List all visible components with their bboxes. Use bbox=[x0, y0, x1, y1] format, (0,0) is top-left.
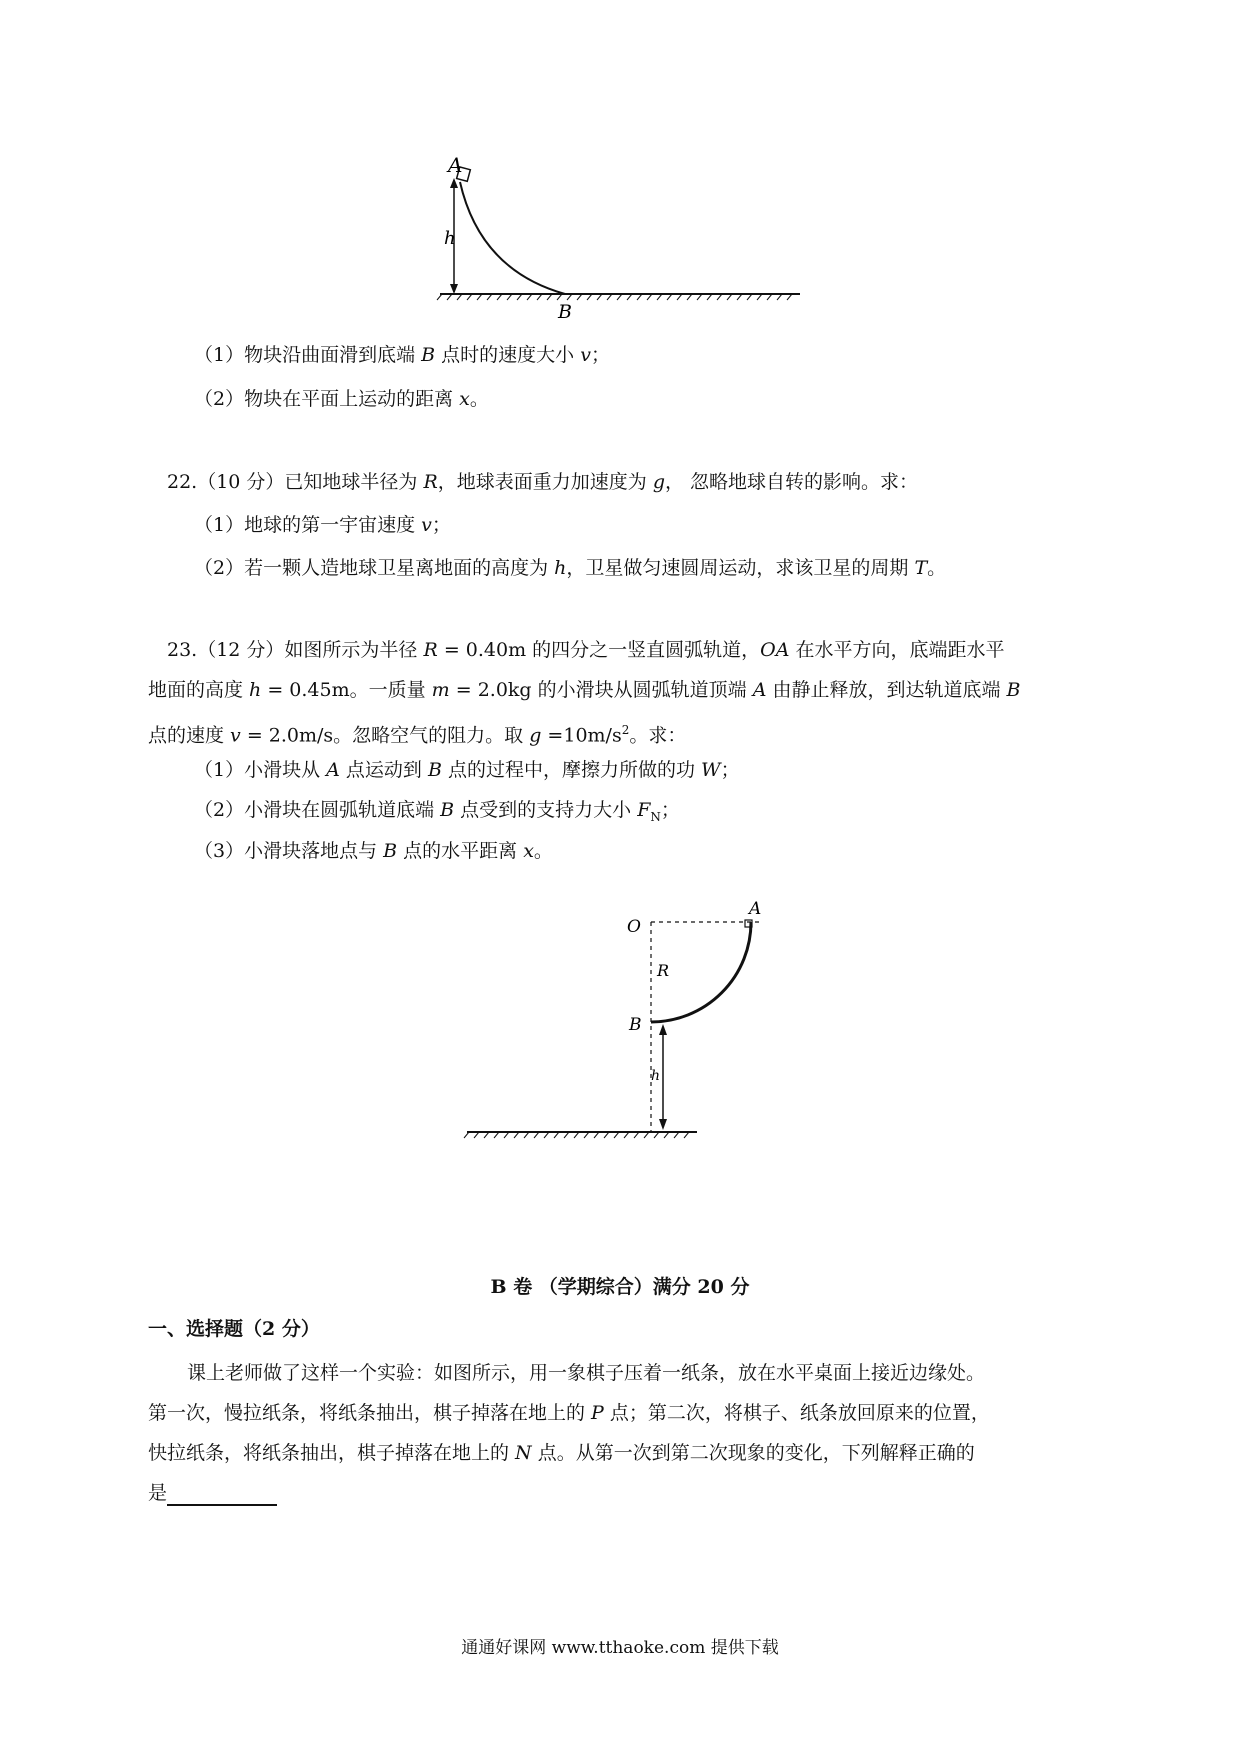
label-h: h bbox=[444, 228, 456, 249]
q22-stem: 22.（10 分）已知地球半径为 R，地球表面重力加速度为 g， 忽略地球自转的影响。求： bbox=[167, 471, 919, 493]
q23-part2: （2）小滑块在圆弧轨道底端 B 点受到的支持力大小 $F_N$； bbox=[194, 799, 680, 824]
label-a2: A bbox=[749, 899, 762, 919]
section-b-p4: 是 bbox=[148, 1480, 277, 1506]
label-b2: B bbox=[629, 1015, 642, 1035]
label-o: O bbox=[627, 917, 641, 937]
q21-part2: （2）物块在平面上运动的距离 x。 bbox=[194, 388, 489, 410]
label-r: R bbox=[657, 961, 670, 980]
answer-blank[interactable] bbox=[167, 1484, 277, 1506]
slope-figure bbox=[430, 150, 810, 323]
section-b-title: B 卷 （学期综合）满分 20 分 bbox=[490, 1276, 750, 1298]
q23-line3: 点的速度 v = 2.0m/s。忽略空气的阻力。取 $g =10m/s^2$。求： bbox=[148, 723, 687, 747]
arc-track-figure bbox=[465, 890, 762, 1150]
label-a: A bbox=[448, 153, 463, 177]
section-b-heading: 一、选择题（2 分） bbox=[148, 1318, 320, 1340]
q23-line2: 地面的高度 h = 0.45m。一质量 m = 2.0kg 的小滑块从圆弧轨道顶端 A 由静止释放，到达轨道底端 B bbox=[148, 679, 1021, 701]
footer: 通通好课网 www.tthaoke.com 提供下载 bbox=[461, 1638, 779, 1658]
section-b-p3: 快拉纸条，将纸条抽出，棋子掉落在地上的 N 点。从第一次到第二次现象的变化，下列解释正确的 bbox=[148, 1442, 975, 1464]
q22-part1: （1）地球的第一宇宙速度 v； bbox=[194, 514, 451, 536]
q22-part2: （2）若一颗人造地球卫星离地面的高度为 h，卫星做匀速圆周运动，求该卫星的周期 T。 bbox=[194, 557, 947, 579]
label-b: B bbox=[558, 301, 572, 323]
q21-part1: （1）物块沿曲面滑到底端 B 点时的速度大小 v； bbox=[194, 344, 610, 366]
q23-part3: （3）小滑块落地点与 B 点的水平距离 x。 bbox=[194, 840, 553, 862]
q23-part1: （1）小滑块从 A 点运动到 B 点的过程中，摩擦力所做的功 W； bbox=[194, 759, 740, 781]
section-b-p2: 第一次，慢拉纸条，将纸条抽出，棋子掉落在地上的 P 点；第二次，将棋子、纸条放回原来的位置， bbox=[148, 1402, 990, 1424]
q23-line1: 23.（12 分）如图所示为半径 R = 0.40m 的四分之一竖直圆弧轨道，OA 在水平方向，底端距水平 bbox=[167, 639, 1005, 661]
section-b-p1: 课上老师做了这样一个实验：如图所示，用一象棋子压着一纸条，放在水平桌面上接近边缘处。 bbox=[187, 1362, 986, 1384]
label-h2: h bbox=[651, 1068, 661, 1084]
